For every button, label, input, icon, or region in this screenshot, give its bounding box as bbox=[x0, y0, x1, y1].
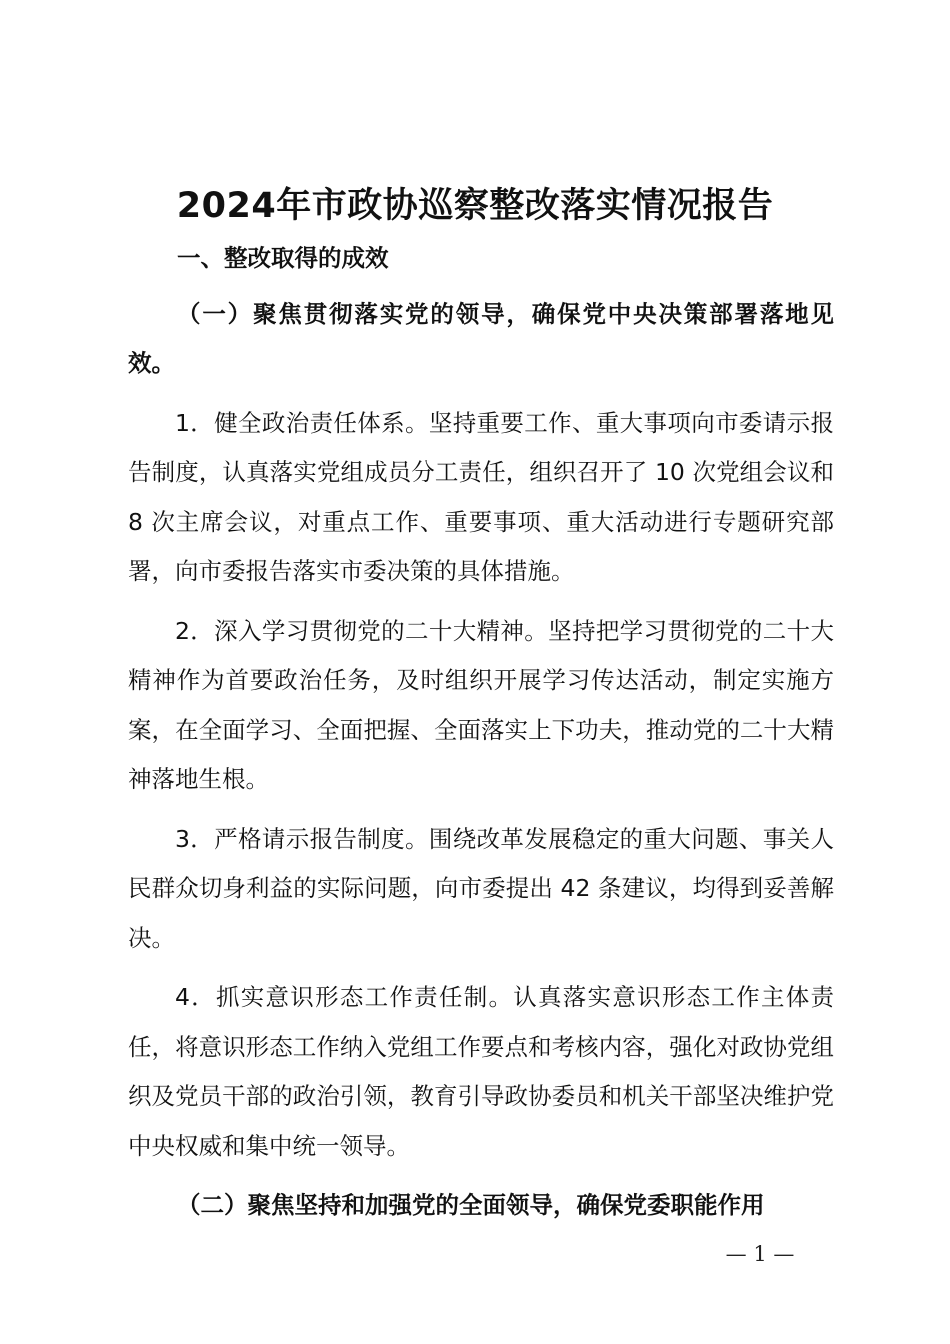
document-body bbox=[128, 234, 834, 1231]
section-heading: 一、整改取得的成效 bbox=[177, 244, 389, 272]
paragraph-item-4: 4．抓实意识形态工作责任制。认真落实意识形态工作主体责任，将意识形态工作纳入党组工作要点和考核内容，强化对政协党组织及党员干部的政治引领，教育引导政协委员和机关干部坚决维护党中央权威和集中统一领导。 bbox=[128, 983, 834, 1160]
subsection-heading: （一）聚焦贯彻落实党的领导，确保党中央决策部署落地见效。 bbox=[128, 299, 834, 377]
document-title: 2024年市政协巡察整改落实情况报告 bbox=[176, 186, 774, 226]
paragraph-item-2: 2．深入学习贯彻党的二十大精神。坚持把学习贯彻党的二十大精神作为首要政治任务，及时组织开展学习传达活动，制定实施方案，在全面学习、全面把握、全面落实上下功夫，推动党的二十大精神落地生根。 bbox=[128, 616, 834, 793]
subsection-heading: （二）聚焦坚持和加强党的全面领导，确保党委职能作用 bbox=[177, 1191, 765, 1219]
page-number: — 1 — bbox=[725, 1242, 795, 1266]
paragraph-item-3: 3．严格请示报告制度。围绕改革发展稳定的重大问题、事关人民群众切身利益的实际问题，向市委提出 42 条建议，均得到妥善解决。 bbox=[128, 824, 834, 952]
paragraph-item-1: 1．健全政治责任体系。坚持重要工作、重大事项向市委请示报告制度，认真落实党组成员分工责任，组织召开了 10 次党组会议和 8 次主席会议，对重点工作、重要事项、重大活动进行专题研究部署，向市委报告落实市委决策的具体措施。 bbox=[128, 408, 834, 585]
